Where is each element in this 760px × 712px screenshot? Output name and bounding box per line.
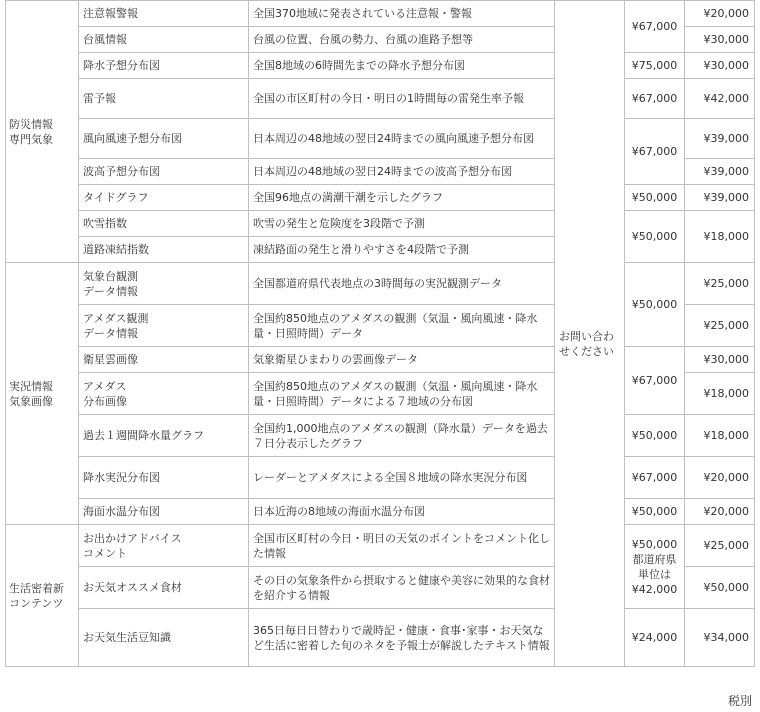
price-cell: ¥20,000 — [685, 499, 755, 525]
item-description: 全国8地域の6時間先までの降水予想分布図 — [249, 53, 555, 79]
item-name-text: アメダス 分布画像 — [83, 379, 127, 408]
price-cell: ¥39,000 — [685, 159, 755, 185]
item-description: 吹雪の発生と危険度を3段階で予測 — [249, 211, 555, 237]
item-name: 波高予想分布図 — [79, 159, 249, 185]
table-row — [6, 119, 755, 159]
price-cell: ¥50,000 — [685, 567, 755, 609]
item-name: タイドグラフ — [79, 185, 249, 211]
item-name: 過去１週間降水量グラフ — [79, 415, 249, 457]
item-name: お天気オススメ食材 — [79, 567, 249, 609]
price-cell: ¥30,000 — [685, 53, 755, 79]
item-name — [79, 373, 249, 415]
price-cell: ¥25,000 — [685, 305, 755, 347]
price-cell: ¥20,000 — [685, 1, 755, 27]
item-name: 注意報警報 — [79, 1, 249, 27]
price-cell: ¥34,000 — [685, 609, 755, 667]
item-name: お天気生活豆知識 — [79, 609, 249, 667]
category-label: 防災情報 専門気象 — [9, 117, 53, 146]
category-cell — [6, 525, 79, 667]
item-description: 全国約850地点のアメダスの観測（気温・風向風速・降水量・日照時間）データ — [249, 305, 555, 347]
item-name: 衛星雲画像 — [79, 347, 249, 373]
item-description: 日本周辺の48地域の翌日24時までの風向風速予想分布図 — [249, 119, 555, 159]
price-cell: ¥50,000 — [625, 185, 685, 211]
item-description: 日本周辺の48地域の翌日24時までの波高予想分布図 — [249, 159, 555, 185]
table-row — [6, 525, 755, 567]
price-cell — [625, 525, 685, 609]
price-cell: ¥39,000 — [685, 119, 755, 159]
price-cell: ¥67,000 — [625, 79, 685, 119]
item-name-text: 気象台観測 データ情報 — [83, 269, 138, 298]
table-row — [6, 499, 755, 525]
item-name: 道路凍結指数 — [79, 237, 249, 263]
price-cell: ¥39,000 — [685, 185, 755, 211]
item-description: 365日毎日日替わりで歳時記・健康・食事･家事・お天気など生活に密着した旬のネタを予報士が解説したテキスト情報 — [249, 609, 555, 667]
item-name: 吹雪指数 — [79, 211, 249, 237]
price-lifestyle-text: ¥50,000 都道府県 単位は ¥42,000 — [631, 537, 678, 596]
table-row — [6, 609, 755, 667]
item-name: 風向風速予想分布図 — [79, 119, 249, 159]
price-cell: ¥50,000 — [625, 415, 685, 457]
item-description: 全国都道府県代表地点の3時間毎の実況観測データ — [249, 263, 555, 305]
price-cell: ¥67,000 — [625, 119, 685, 185]
item-name: 降水実況分布図 — [79, 457, 249, 499]
table-row — [6, 347, 755, 373]
price-cell: ¥75,000 — [625, 53, 685, 79]
item-name: 台風情報 — [79, 27, 249, 53]
item-description: レーダーとアメダスによる全国８地域の降水実況分布図 — [249, 457, 555, 499]
price-cell: ¥18,000 — [685, 415, 755, 457]
table-row — [6, 457, 755, 499]
item-description: 全国市区町村の今日・明日の天気のポイントをコメント化した情報 — [249, 525, 555, 567]
tax-note: 税別 — [727, 694, 752, 708]
price-cell: ¥18,000 — [685, 373, 755, 415]
item-name-text: お出かけアドバイス コメント — [83, 531, 182, 560]
item-name — [79, 525, 249, 567]
item-description: 気象衛星ひまわりの雲画像データ — [249, 347, 555, 373]
item-description: 凍結路面の発生と滑りやすさを4段階で予測 — [249, 237, 555, 263]
table-row — [6, 1, 755, 27]
table-row — [6, 263, 755, 305]
price-cell: ¥30,000 — [685, 347, 755, 373]
item-description: 全国約1,000地点のアメダスの観測（降水量）データを過去７日分表示したグラフ — [249, 415, 555, 457]
item-description: 台風の位置、台風の勢力、台風の進路予想等 — [249, 27, 555, 53]
table-row — [6, 211, 755, 237]
item-description: 全国96地点の満潮干潮を示したグラフ — [249, 185, 555, 211]
item-name: 雷予報 — [79, 79, 249, 119]
contact-note — [555, 1, 625, 667]
price-table — [5, 0, 755, 667]
price-cell: ¥24,000 — [625, 609, 685, 667]
price-cell: ¥20,000 — [685, 457, 755, 499]
table-row — [6, 53, 755, 79]
price-cell: ¥50,000 — [625, 211, 685, 263]
item-description: その日の気象条件から摂取すると健康や美容に効果的な食材を紹介する情報 — [249, 567, 555, 609]
price-cell: ¥50,000 — [625, 499, 685, 525]
category-cell — [6, 1, 79, 263]
price-cell: ¥67,000 — [625, 457, 685, 499]
item-description: 全国約850地点のアメダスの観測（気温・風向風速・降水量・日照時間）データによる７地域の分布図 — [249, 373, 555, 415]
item-name — [79, 305, 249, 347]
price-cell: ¥67,000 — [625, 1, 685, 53]
category-cell — [6, 263, 79, 525]
contact-note-text: お問い合わせください — [559, 329, 614, 358]
item-description: 全国の市区町村の今日・明日の1時間毎の雷発生率予報 — [249, 79, 555, 119]
price-cell: ¥50,000 — [625, 263, 685, 347]
item-description: 日本近海の8地域の海面水温分布図 — [249, 499, 555, 525]
price-cell: ¥67,000 — [625, 347, 685, 415]
price-cell: ¥25,000 — [685, 525, 755, 567]
category-label: 生活密着新 コンテンツ — [9, 581, 64, 610]
table-row — [6, 185, 755, 211]
price-cell: ¥18,000 — [685, 211, 755, 263]
item-description: 全国370地域に発表されている注意報・警報 — [249, 1, 555, 27]
item-name-text: アメダス観測 データ情報 — [83, 311, 149, 340]
category-label: 実況情報 気象画像 — [9, 379, 53, 408]
item-name: 降水予想分布図 — [79, 53, 249, 79]
price-cell: ¥25,000 — [685, 263, 755, 305]
item-name — [79, 263, 249, 305]
price-cell: ¥42,000 — [685, 79, 755, 119]
item-name: 海面水温分布図 — [79, 499, 249, 525]
table-row — [6, 415, 755, 457]
price-cell: ¥30,000 — [685, 27, 755, 53]
table-row — [6, 79, 755, 119]
